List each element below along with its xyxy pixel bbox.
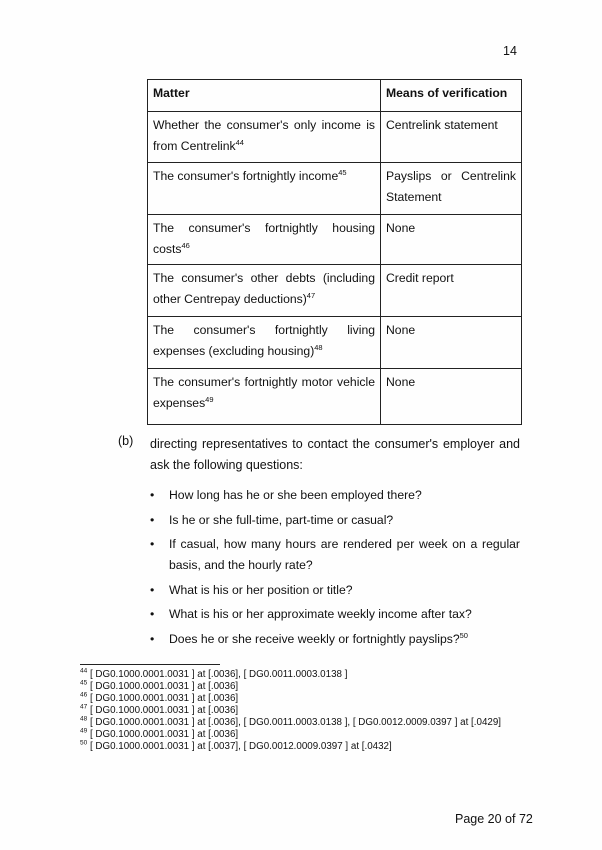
list-item (150, 629, 520, 650)
paragraph-b-label: (b) (118, 434, 134, 448)
table-row (148, 163, 522, 215)
footnote-text: [ DG0.1000.0001.0031 ] at [.0037], [ DG0.0012.0009.0397 ] at [.0432] (89, 741, 392, 752)
table-row (148, 317, 522, 369)
table-row (148, 369, 522, 425)
matter-text: The consumer's other debts (including other Centrepay deductions) (153, 271, 375, 306)
matter-text: The consumer's fortnightly housing costs (153, 221, 375, 256)
footnote-ref: 45 (338, 167, 347, 177)
footnote-number: 45 (80, 679, 88, 687)
footnote-text: [ DG0.1000.0001.0031 ] at [.0036] (89, 705, 239, 716)
bullet-icon: • (150, 537, 155, 551)
question-text: How long has he or she been employed there? (169, 488, 422, 502)
matter-cell (148, 163, 381, 215)
question-text: What is his or her approximate weekly income after tax? (169, 607, 472, 621)
bullet-icon: • (150, 631, 155, 646)
matter-cell (148, 265, 381, 317)
footnote (80, 741, 392, 752)
matter-text: The consumer's fortnightly motor vehicle expenses (153, 375, 375, 410)
matter-cell (148, 317, 381, 369)
footnote-text: [ DG0.1000.0001.0031 ] at [.0036], [ DG0.0011.0003.0138 ] (89, 669, 348, 680)
footnote-ref: 49 (205, 394, 214, 404)
footnote (80, 669, 347, 680)
bullet-icon: • (150, 582, 155, 597)
list-item (150, 510, 520, 531)
footnote-ref: 46 (181, 240, 190, 250)
footnote-number: 48 (80, 715, 88, 723)
question-list (150, 485, 520, 653)
footnote-text: [ DG0.1000.0001.0031 ] at [.0036] (89, 729, 239, 740)
footnote-ref: 44 (235, 137, 244, 147)
list-item (150, 604, 520, 625)
list-item (150, 580, 520, 601)
footnote (80, 729, 238, 740)
question-text: Does he or she receive weekly or fortnightly payslips? (169, 631, 460, 646)
question-text: Is he or she full-time, part-time or casual? (169, 512, 394, 527)
footnote-text: [ DG0.1000.0001.0031 ] at [.0036] (89, 681, 239, 692)
footnote-number: 46 (80, 691, 88, 699)
verification-table (147, 79, 522, 425)
verification-cell: Centrelink statement (381, 112, 522, 163)
matter-text: The consumer's fortnightly living expenses (excluding housing) (153, 323, 375, 358)
question-text: What is his or her position or title? (169, 582, 353, 597)
footnote (80, 693, 238, 704)
table-row (148, 112, 522, 163)
bullet-icon: • (150, 607, 155, 621)
footnote-divider (80, 664, 220, 665)
bullet-icon: • (150, 488, 155, 502)
table-header-row (148, 80, 522, 112)
footnote (80, 717, 501, 728)
matter-cell (148, 112, 381, 163)
footnote-text: [ DG0.1000.0001.0031 ] at [.0036] (89, 693, 239, 704)
table-row (148, 215, 522, 265)
table-row (148, 265, 522, 317)
page-number: 14 (503, 44, 517, 58)
verification-cell: None (381, 215, 522, 265)
verification-cell: None (381, 369, 522, 425)
page-footer: Page 20 of 72 (455, 812, 533, 826)
matter-text: Whether the consumer's only income is from Centrelink (153, 118, 375, 153)
bullet-icon: • (150, 512, 155, 527)
footnote-number: 49 (80, 727, 88, 735)
header-verification: Means of verification (381, 80, 522, 112)
verification-cell: Credit report (381, 265, 522, 317)
matter-text: The consumer's fortnightly income (153, 169, 339, 183)
verification-cell: Payslips or Centrelink Statement (381, 163, 522, 215)
footnote-ref: 47 (306, 290, 316, 300)
matter-cell (148, 369, 381, 425)
footnote (80, 681, 238, 692)
verification-cell: None (381, 317, 522, 369)
paragraph-b-text: directing representatives to contact the consumer's employer and ask the following questions: (150, 437, 520, 472)
footnote (80, 705, 238, 716)
footnote-text: [ DG0.1000.0001.0031 ] at [.0036], [ DG0.0011.0003.0138 ], [ DG0.0012.0009.0397 ] at [.0429] (89, 717, 502, 728)
footnote-number: 44 (80, 667, 88, 675)
footnote-number: 50 (80, 739, 88, 747)
footnote-number: 47 (80, 703, 88, 711)
list-item (150, 534, 520, 576)
matter-cell (148, 215, 381, 265)
footnote-ref: 50 (459, 630, 468, 640)
list-item (150, 485, 520, 506)
question-text: If casual, how many hours are rendered per week on a regular basis, and the hourly rate? (169, 537, 520, 572)
footnote-ref: 48 (314, 342, 323, 352)
header-matter: Matter (148, 80, 381, 112)
